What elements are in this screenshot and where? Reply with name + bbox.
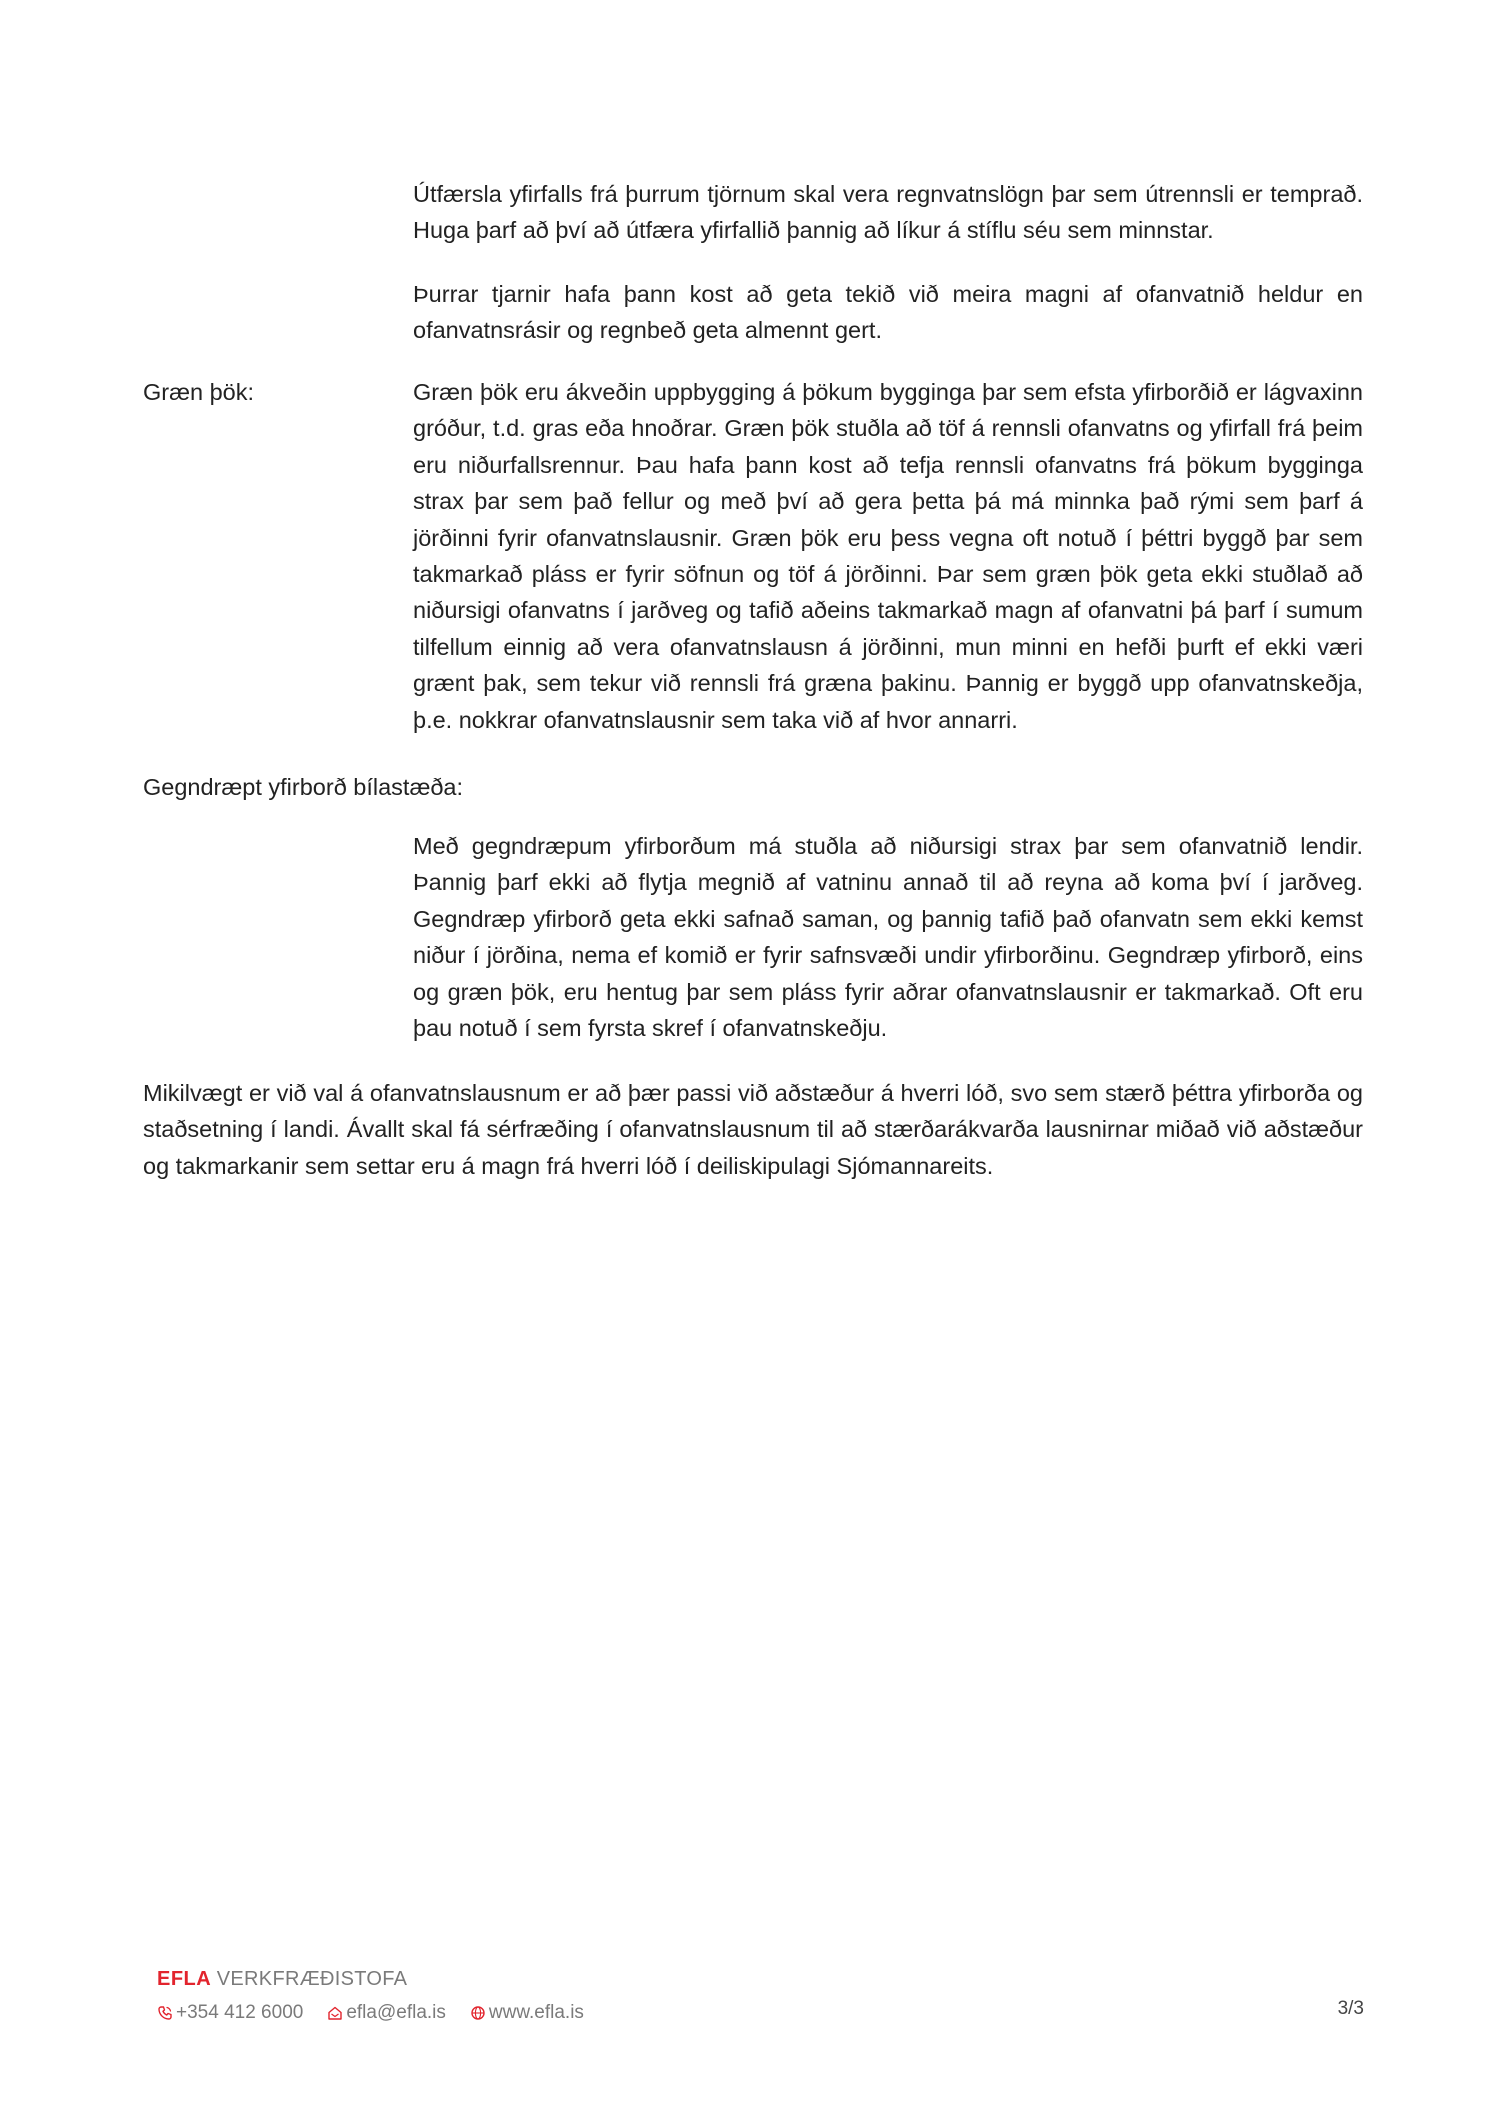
brand-subtitle: VERKFRÆÐISTOFA xyxy=(216,1968,408,1990)
footer-phone xyxy=(157,2001,303,2025)
paragraph-dry-pond-overflow: Útfærsla yfirfalls frá þurrum tjörnum skal vera regnvatnslögn þar sem útrennsli er temprað. Huga þarf að því að útfæra yfirfallið þannig að líkur á stíflu séu sem minnstar. xyxy=(413,181,1363,244)
permeable-surfaces-paragraph: Með gegndræpum yfirborðum má stuðla að niðursigi strax þar sem ofanvatnið lendir. Þannig þarf ekki að flytja megnið af vatninu annað til að reyna að koma því í jarðveg. Gegndræp yfirborð geta ekki safnað saman, og þannig tafið það ofanvatn sem ekki kemst niður í jörðina, nema ef komið er fyrir safnsvæði undir yfirborðinu. Gegndræp yfirborð, eins og græn þök, eru hentug þar sem pláss fyrir aðrar ofanvatnslausnir er takmarkað. Oft eru þau notuð í sem fyrsta skref í ofanvatnskeðju. xyxy=(413,833,1363,1042)
page-number: 3/3 xyxy=(1337,1998,1364,2019)
phone-icon xyxy=(157,2005,173,2021)
footer-brand xyxy=(157,1967,407,1991)
website-text: www.efla.is xyxy=(488,2002,584,2023)
globe-icon xyxy=(470,2005,486,2021)
email-home-icon xyxy=(327,2005,343,2021)
email-text: efla@efla.is xyxy=(346,2002,446,2023)
brand-name: EFLA xyxy=(157,1968,212,1990)
footer-website xyxy=(470,2001,584,2025)
paragraph-dry-pond-advantage: Þurrar tjarnir hafa þann kost að geta tekið við meira magni af ofanvatnið heldur en ofanvatnsrásir og regnbeð geta almennt gert. xyxy=(413,281,1363,344)
permeable-surfaces-label: Gegndræpt yfirborð bílastæða: xyxy=(143,774,464,800)
green-roofs-paragraph: Græn þök eru ákveðin uppbygging á þökum bygginga þar sem efsta yfirborðið er lágvaxinn gróður, t.d. gras eða hnoðrar. Græn þök stuðla að töf á rennsli ofanvatns og yfirfall frá þeim eru niðurfallsrennur. Þau hafa þann kost að tefja rennsli ofanvatns frá þökum bygginga strax þar sem það fellur og með því að gera þetta þá má minnka það rými sem þarf á jörðinni fyrir ofanvatnslausnir. Græn þök eru þess vegna oft notuð í þéttri byggð þar sem takmarkað pláss er fyrir söfnun og töf á jörðinni. Þar sem græn þök geta ekki stuðlað að niðursigi ofanvatns í jarðveg og tafið aðeins takmarkað magn af ofanvatni þá þarf í sumum tilfellum einnig að vera ofanvatnslausn á jörðinni, mun minni en hefði þurft ef ekki væri grænt þak, sem tekur við rennsli frá græna þakinu. Þannig er byggð upp ofanvatnskeðja, þ.e. nokkrar ofanvatnslausnir sem taka við af hvor annarri. xyxy=(413,379,1363,733)
green-roofs-label: Græn þök: xyxy=(143,379,255,405)
phone-text: +354 412 6000 xyxy=(176,2002,304,2023)
conclusion-paragraph: Mikilvægt er við val á ofanvatnslausnum er að þær passi við aðstæður á hverri lóð, svo sem stærð þéttra yfirborða og staðsetning í landi. Ávallt skal fá sérfræðing í ofanvatnslausnum til að stærðarákvarða lausnirnar miðað við aðstæður og takmarkanir sem settar eru á magn frá hverri lóð í deiliskipulagi Sjómannareits. xyxy=(143,1080,1363,1179)
footer-email xyxy=(327,2001,446,2025)
footer-contacts xyxy=(157,2001,608,2025)
